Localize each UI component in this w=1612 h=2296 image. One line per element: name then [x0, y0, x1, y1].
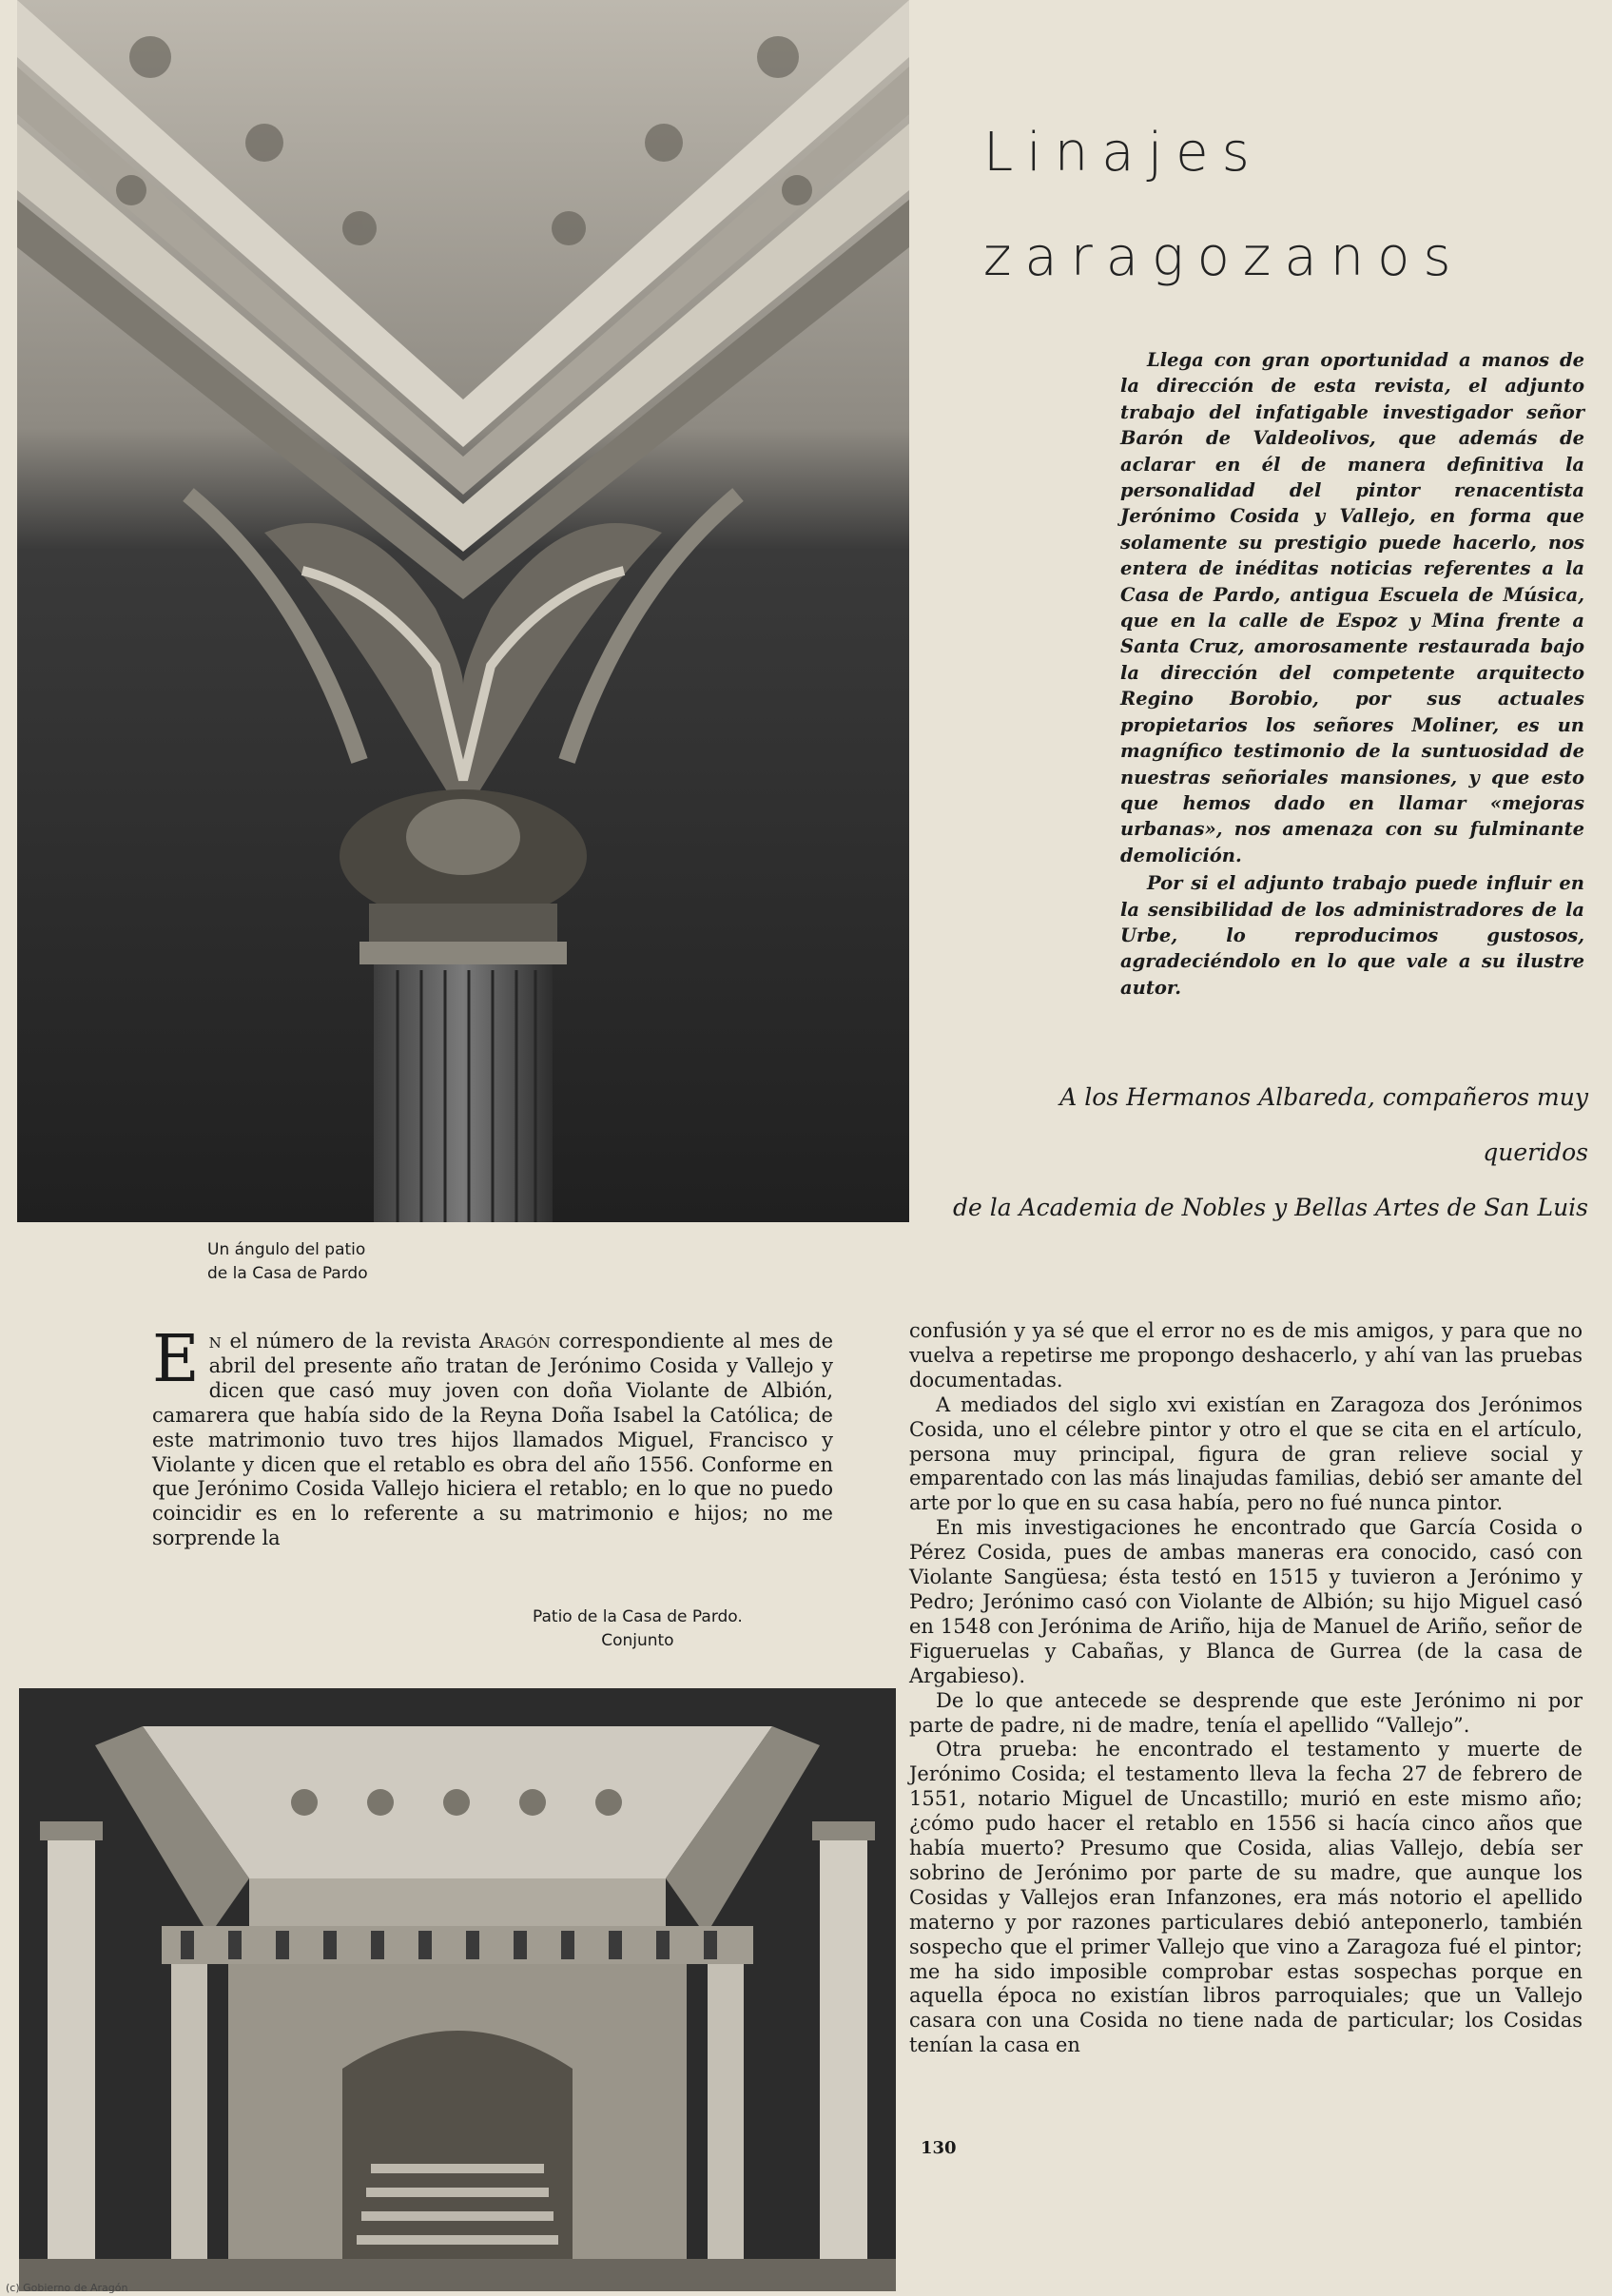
photo1-caption-line-1: Un ángulo del patio	[207, 1240, 366, 1259]
patio-corner-photo	[17, 0, 909, 1222]
first-word: n	[208, 1330, 222, 1352]
article-column-2	[909, 1319, 1583, 2058]
intro-paragraph-1: Llega con gran oportunidad a manos de la dirección de esta revista, el adjunto trabajo del infatigable investigador señor Barón de Valdeolivos, que además de aclarar en él de manera definitiva la personalidad del pintor renacentista Jerónimo Cosida y Vallejo, en forma que solamente su prestigio puede hacerlo, nos entera de inéditas noticias referentes a la Casa de Pardo, antigua Escuela de Música, que en la calle de Espoz y Mina frente a Santa Cruz, amorosamente restaurada bajo la dirección del competente arquitecto Regino Borobio, por sus actuales propietarios los señores Moliner, es un magnífico testimonio de la suntuosidad de nuestras señoriales mansiones, y que esto que hemos dado en llamar «mejoras urbanas», nos amenaza con su fulminante demolición.	[1120, 349, 1584, 866]
page-number: 130	[921, 2138, 957, 2158]
photo2-caption	[533, 1605, 743, 1653]
article-paragraph-2: A mediados del siglo xvi existían en Zaragoza dos Jerónimos Cosida, uno el célebre pintor y otro el que se cita en el artículo, persona muy principal, figura de gran relieve social y emparentado con las más linajudas familias, debió ser amante del arte por lo que en su casa había, pero no fué nunca pintor.	[909, 1392, 1583, 1515]
photo2-caption-line-1: Patio de la Casa de Pardo.	[533, 1607, 743, 1626]
intro-paragraph-2: Por si el adjunto trabajo puede influir en la sensibilidad de los administradores de la Urbe, lo reproducimos gustosos, agradeciéndolo en lo que vale a su ilustre autor.	[1120, 872, 1584, 999]
drop-cap: E	[152, 1322, 200, 1397]
dedication-line-1: A los Hermanos Albareda, compañeros muy queridos	[1059, 1083, 1588, 1166]
photo1-caption	[207, 1238, 368, 1286]
editorial-intro	[1120, 347, 1584, 1001]
article-paragraph-4: De lo que antecede se desprende que este Jerónimo ni por parte de padre, ni de madre, tenía el apellido “Vallejo”.	[909, 1688, 1583, 1737]
opening-text-before: el número de la revista	[221, 1330, 480, 1352]
photo2-caption-line-2: Conjunto	[601, 1631, 674, 1650]
opening-text-after: correspondiente al mes de abril del presente año tratan de Jerónimo Cosida y Vallejo y dicen que casó muy joven con doña Violante de Albión, camarera que había sido de la Reyna Doña Isabel la Católica; de este matrimonio tuvo tres hijos llamados Miguel, Francisco y Violante y dicen que el retablo es obra del año 1556. Conforme en que Jerónimo Cosida Vallejo hiciera el retablo; en lo que no puedo coincidir es en lo referente a su matrimonio e hijos; no me sorprende la	[152, 1330, 833, 1550]
title-line-2: zaragozanos	[983, 226, 1465, 288]
article-paragraph-continued: confusión y ya sé que el error no es de mis amigos, y para que no vuelva a repetirse me propongo deshacerlo, y ahí van las pruebas documentadas.	[909, 1319, 1583, 1391]
article-column-1	[152, 1322, 833, 1551]
patio-overview-photo	[19, 1688, 896, 2291]
article-opening-paragraph	[152, 1322, 833, 1551]
article-paragraph-3: En mis investigaciones he encontrado que García Cosida o Pérez Cosida, pues de ambas maneras era conocido, casó con Violante Sangüesa; ésta testó en 1515 y tuvieron a Jerónimo y Pedro; Jerónimo casó con Violante de Albión; su hijo Miguel casó en 1548 con Jerónima de Ariño, hija de Manuel de Ariño, señor de Figueruelas y Cabañas, y Blanca de Gurrea (de la casa de Argabieso).	[909, 1516, 1583, 1687]
photo1-caption-line-2: de la Casa de Pardo	[207, 1264, 368, 1283]
copyright-notice: (c) Gobierno de Aragón	[6, 2282, 128, 2294]
article-paragraph-5: Otra prueba: he encontrado el testamento y muerte de Jerónimo Cosida; el testamento lleva la fecha 27 de febrero de 1551, notario Miguel de Uncastillo; murió en este mismo año; ¿cómo pudo hacer el retablo en 1556 si hacía cinco años que había muerto? Presumo que Cosida, alias Vallejo, debía ser sobrino de Jerónimo por parte de su madre, que aunque los Cosidas y Vallejos eran Infanzones, era más notorio el apellido materno y por razones particulares debió anteponerlo, también sospecho que el primer Vallejo que vino a Zaragoza fué el pintor; me ha sido imposible comprobar estas sospechas porque en aquella época no existían libros parroquiales; que un Vallejo casara con una Cosida no tiene nada de particular; los Cosidas tenían la casa en	[909, 1738, 1583, 2057]
dedication	[951, 1070, 1588, 1236]
dedication-line-2: de la Academia de Nobles y Bellas Artes de San Luis	[952, 1194, 1588, 1221]
title-line-1: Linajes	[983, 122, 1263, 184]
magazine-name: Aragón	[479, 1330, 551, 1352]
